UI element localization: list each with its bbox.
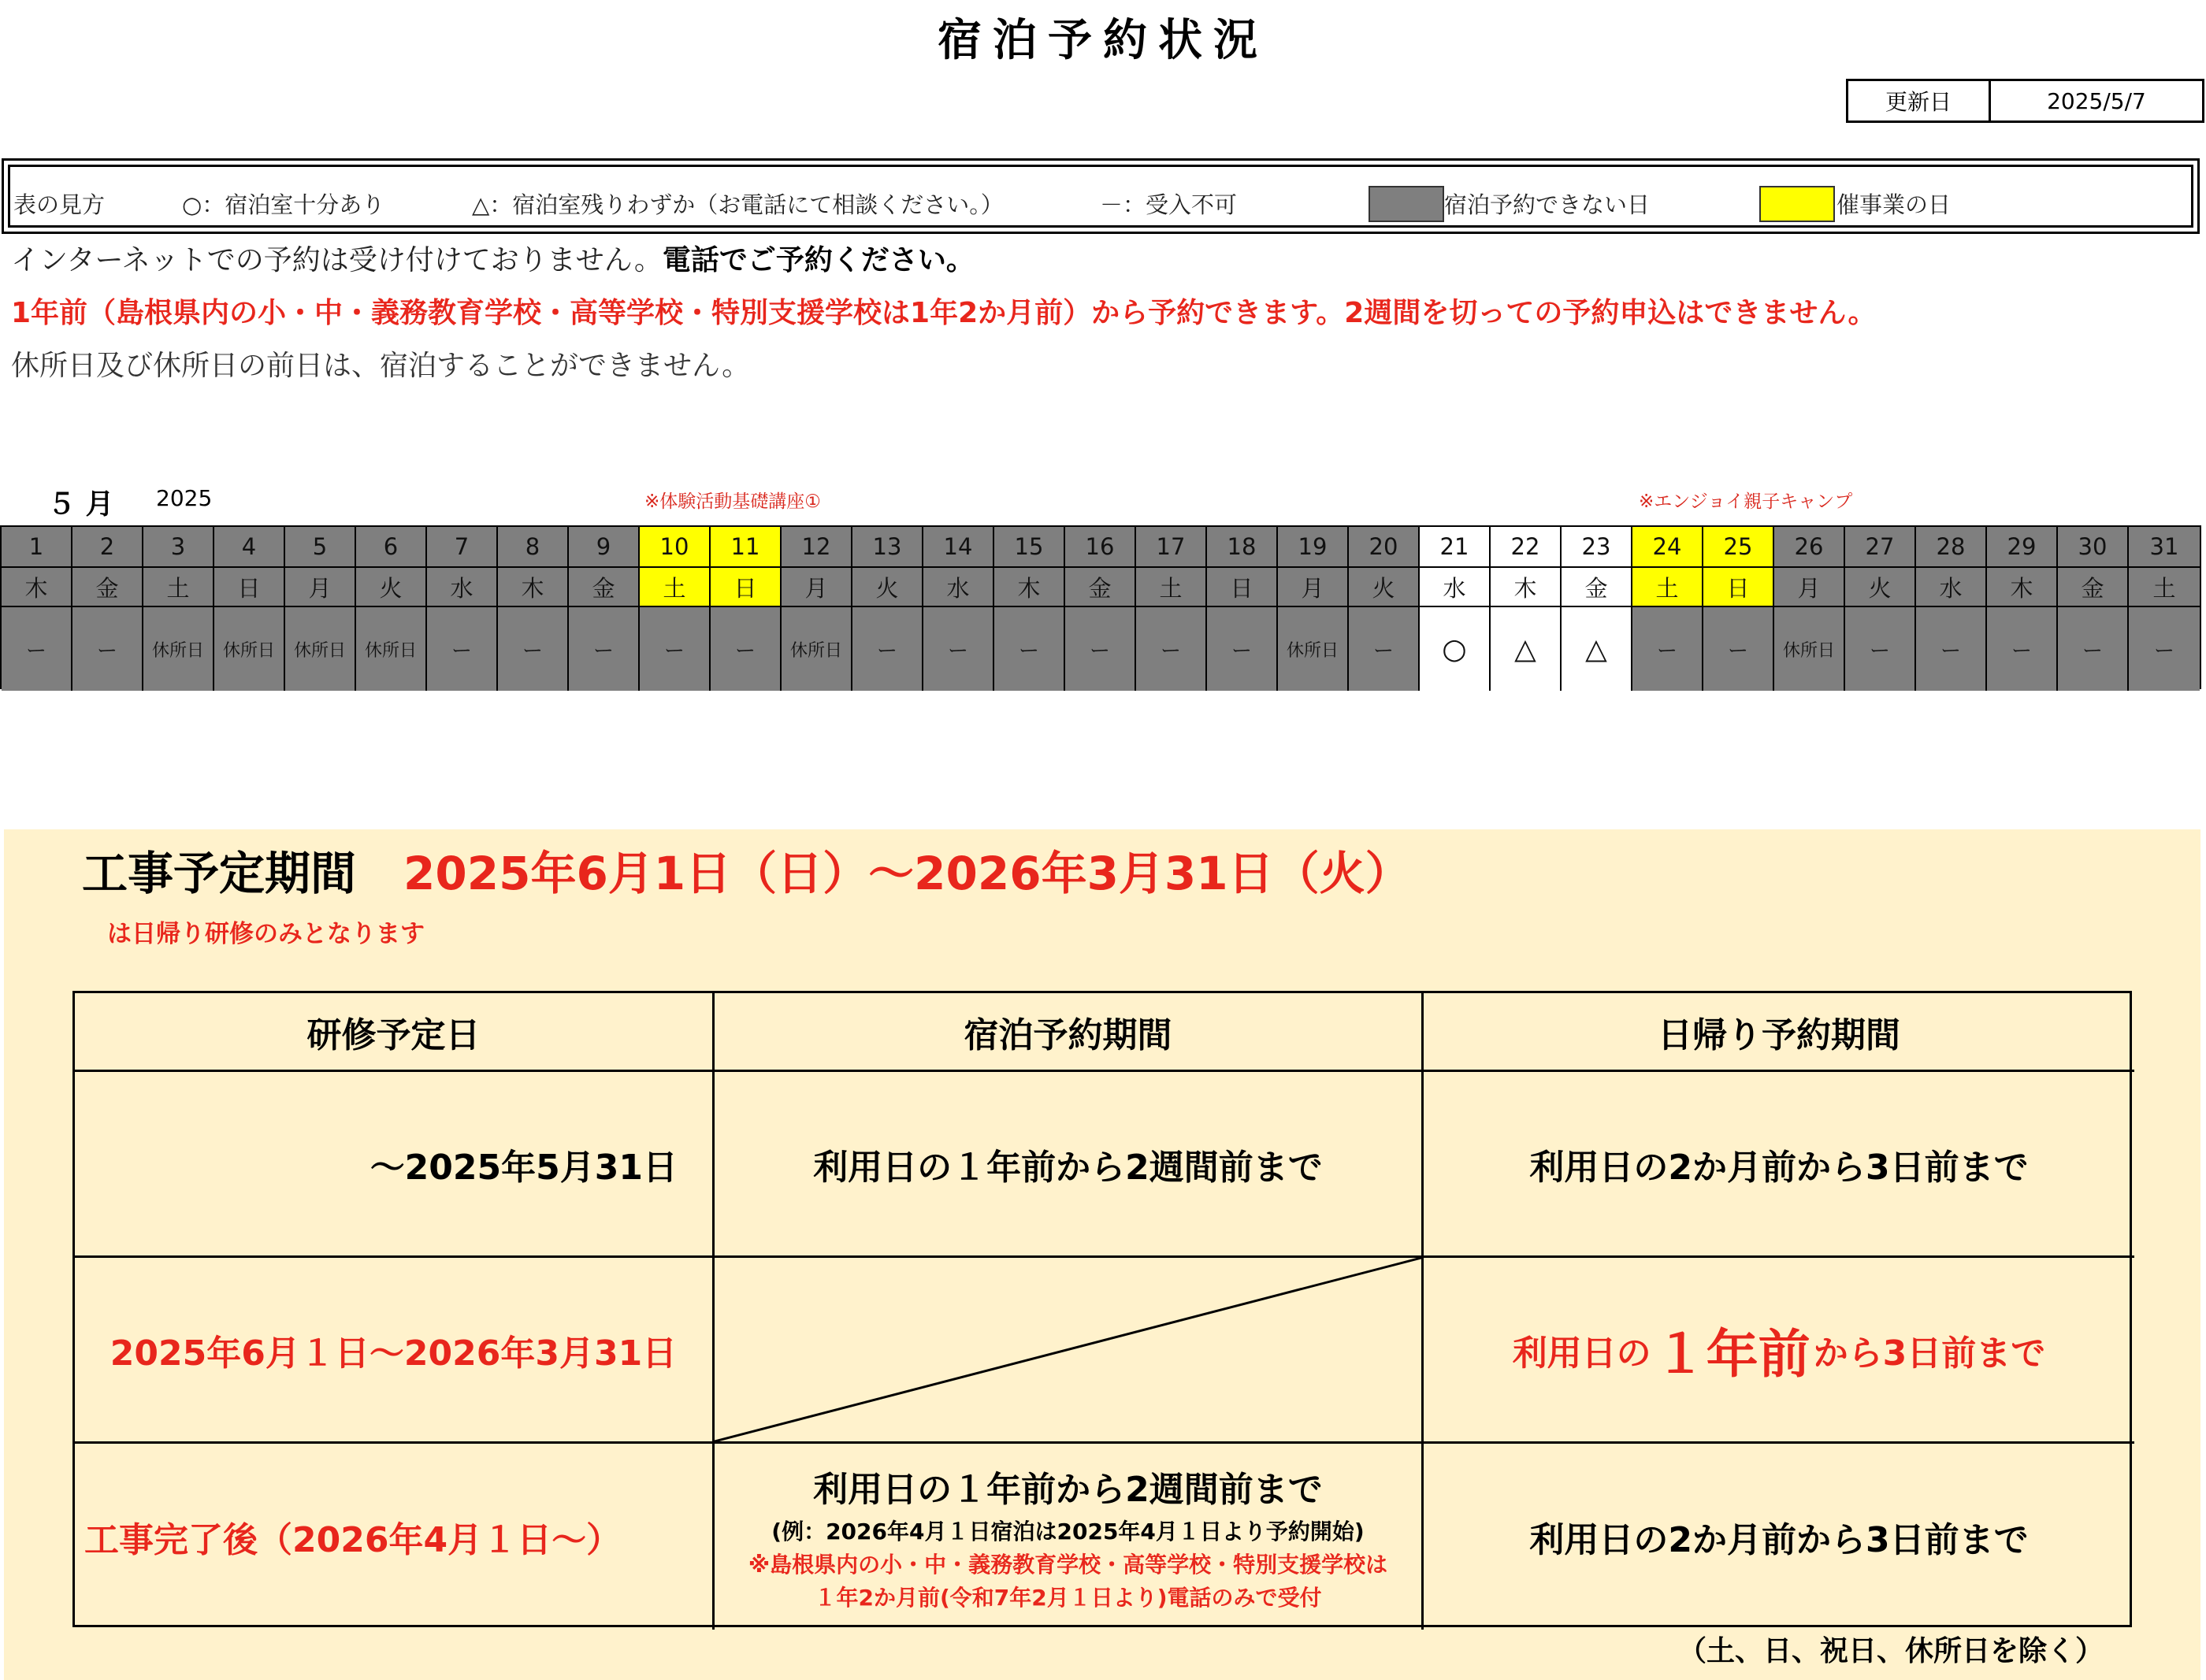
calendar-status-10: ー <box>640 607 711 691</box>
calendar-status-22: △ <box>1491 607 1562 691</box>
calendar-weekday-8: 木 <box>498 568 569 607</box>
notice-phone-text: 電話でご予約ください。 <box>662 244 975 276</box>
legend-unavailable-swatch <box>1369 186 1444 222</box>
calendar-date-27: 27 <box>1845 527 1916 568</box>
legend <box>2 158 2200 234</box>
calendar-weekday-31: 土 <box>2129 568 2200 607</box>
calendar-weekday-16: 金 <box>1065 568 1136 607</box>
legend-unavailable: 宿泊予約できない日 <box>1444 191 1651 218</box>
calendar-weekday-23: 金 <box>1562 568 1632 607</box>
calendar-weekday-30: 金 <box>2058 568 2129 607</box>
calendar-weekday-7: 水 <box>427 568 498 607</box>
calendar-status-27: ー <box>1845 607 1916 691</box>
calendar-date-3: 3 <box>143 527 214 568</box>
row2-day <box>1424 1258 2134 1444</box>
calendar-weekday-13: 火 <box>852 568 923 607</box>
calendar-date-12: 12 <box>782 527 852 568</box>
row2-day-big: １年前 <box>1654 1324 1810 1385</box>
row1-date: ～2025年5月31日 <box>75 1072 715 1258</box>
notice-closed-days: 休所日及び休所日の前日は、宿泊することができません。 <box>11 350 751 382</box>
calendar-date-31: 31 <box>2129 527 2200 568</box>
calendar-weekday-29: 木 <box>1987 568 2058 607</box>
construction-title <box>82 836 1411 903</box>
calendar-weekday-17: 土 <box>1136 568 1207 607</box>
calendar-status-6: 休所日 <box>356 607 427 691</box>
calendar-weekday-11: 日 <box>711 568 782 607</box>
calendar-status-14: ー <box>923 607 994 691</box>
calendar-status-11: ー <box>711 607 782 691</box>
construction-title-label: 工事予定期間 <box>82 847 357 900</box>
row3-stay-example: (例：2026年4月１日宿泊は2025年4月１日より予約開始) <box>771 1519 1365 1545</box>
header-stay-period: 宿泊予約期間 <box>715 993 1424 1072</box>
calendar-status-4: 休所日 <box>214 607 285 691</box>
calendar-weekday-5: 月 <box>285 568 356 607</box>
calendar-status-20: ー <box>1349 607 1420 691</box>
header-daytrip-period: 日帰り予約期間 <box>1424 993 2134 1072</box>
calendar-status-1: ー <box>2 607 72 691</box>
calendar-weekday-22: 木 <box>1491 568 1562 607</box>
legend-heading: 表の見方 <box>13 191 106 218</box>
calendar-date-14: 14 <box>923 527 994 568</box>
calendar-status-18: ー <box>1207 607 1278 691</box>
calendar-status-5: 休所日 <box>285 607 356 691</box>
construction-subtitle: は日帰り研修のみとなります <box>107 920 425 948</box>
header-training-date: 研修予定日 <box>75 993 715 1072</box>
calendar-weekday-18: 日 <box>1207 568 1278 607</box>
row3-date: 工事完了後（2026年4月１日～） <box>75 1444 715 1630</box>
calendar-date-16: 16 <box>1065 527 1136 568</box>
notice-reservation-window: 1年前（島根県内の小・中・義務教育学校・高等学校・特別支援学校は1年2か月前）から予約できます。2週間を切っての予約申込はできません。 <box>11 297 1877 329</box>
calendar-status-23: △ <box>1562 607 1632 691</box>
calendar-weekday-25: 日 <box>1703 568 1774 607</box>
legend-few: △：宿泊室残りわずか（お電話にて相談ください。） <box>472 191 1004 218</box>
calendar-status-8: ー <box>498 607 569 691</box>
calendar-date-8: 8 <box>498 527 569 568</box>
row3-stay-note-2: １年2か月前(令和7年2月１日より)電話のみで受付 <box>814 1585 1322 1611</box>
calendar-date-18: 18 <box>1207 527 1278 568</box>
calendar-status-30: ー <box>2058 607 2129 691</box>
calendar-status-24: ー <box>1632 607 1703 691</box>
event-note-family-camp: ※エンジョイ親子キャンプ <box>1639 491 1853 512</box>
row3-day: 利用日の2か月前から3日前まで <box>1529 1520 2029 1560</box>
calendar-status-9: ー <box>569 607 640 691</box>
page-title: 宿泊予約状況 <box>938 15 1268 66</box>
schedule-footnote: （土、日、祝日、休所日を除く） <box>1678 1635 2104 1667</box>
calendar-date-11: 11 <box>711 527 782 568</box>
calendar-date-23: 23 <box>1562 527 1632 568</box>
legend-event-swatch <box>1759 186 1835 222</box>
calendar-date-29: 29 <box>1987 527 2058 568</box>
calendar-date-6: 6 <box>356 527 427 568</box>
calendar-status-12: 休所日 <box>782 607 852 691</box>
event-note-basic-course: ※体験活動基礎講座① <box>644 491 821 512</box>
calendar-weekday-10: 土 <box>640 568 711 607</box>
calendar-status-3: 休所日 <box>143 607 214 691</box>
calendar-status-31: ー <box>2129 607 2200 691</box>
calendar-date-19: 19 <box>1278 527 1349 568</box>
notice-internet-text: インターネットでの予約は受け付けておりません。 <box>11 244 663 276</box>
row2-day-post: から3日前まで <box>1813 1333 2046 1374</box>
updated-date: 2025/5/7 <box>2047 87 2146 114</box>
legend-event: 催事業の日 <box>1836 191 1952 218</box>
row3-stay <box>715 1444 1424 1630</box>
availability-calendar <box>0 525 2201 689</box>
calendar-weekday-19: 月 <box>1278 568 1349 607</box>
calendar-weekday-3: 土 <box>143 568 214 607</box>
calendar-weekday-21: 水 <box>1420 568 1491 607</box>
calendar-status-19: 休所日 <box>1278 607 1349 691</box>
calendar-status-28: ー <box>1916 607 1987 691</box>
row2-day-pre: 利用日の <box>1512 1333 1651 1374</box>
calendar-date-9: 9 <box>569 527 640 568</box>
updated-label: 更新日 <box>1848 81 1991 121</box>
updated-date-box <box>1846 79 2204 123</box>
notice-internet <box>11 241 975 280</box>
row1-day: 利用日の2か月前から3日前まで <box>1424 1072 2134 1258</box>
calendar-date-22: 22 <box>1491 527 1562 568</box>
calendar-status-16: ー <box>1065 607 1136 691</box>
calendar-status-17: ー <box>1136 607 1207 691</box>
calendar-date-25: 25 <box>1703 527 1774 568</box>
calendar-date-28: 28 <box>1916 527 1987 568</box>
calendar-year: 2025 <box>156 485 213 511</box>
construction-period: 2025年6月1日（日）～2026年3月31日（火） <box>403 847 1411 900</box>
calendar-month: ５ 月 <box>47 488 114 521</box>
row2-stay-na <box>715 1258 1424 1444</box>
calendar-status-15: ー <box>994 607 1065 691</box>
calendar-weekday-20: 火 <box>1349 568 1420 607</box>
calendar-weekday-28: 水 <box>1916 568 1987 607</box>
calendar-weekday-24: 土 <box>1632 568 1703 607</box>
calendar-weekday-4: 日 <box>214 568 285 607</box>
calendar-weekday-15: 木 <box>994 568 1065 607</box>
reservation-schedule-table <box>72 991 2132 1627</box>
calendar-date-13: 13 <box>852 527 923 568</box>
row3-stay-main: 利用日の１年前から2週間前まで <box>813 1470 1323 1510</box>
calendar-date-1: 1 <box>2 527 72 568</box>
calendar-date-17: 17 <box>1136 527 1207 568</box>
calendar-date-21: 21 <box>1420 527 1491 568</box>
calendar-date-24: 24 <box>1632 527 1703 568</box>
calendar-weekday-1: 木 <box>2 568 72 607</box>
calendar-date-20: 20 <box>1349 527 1420 568</box>
calendar-status-13: ー <box>852 607 923 691</box>
calendar-date-5: 5 <box>285 527 356 568</box>
calendar-date-30: 30 <box>2058 527 2129 568</box>
calendar-weekday-2: 金 <box>72 568 143 607</box>
row1-stay: 利用日の１年前から2週間前まで <box>715 1072 1424 1258</box>
legend-closed: －：受入不可 <box>1100 191 1238 218</box>
calendar-date-15: 15 <box>994 527 1065 568</box>
calendar-weekday-14: 水 <box>923 568 994 607</box>
calendar-status-29: ー <box>1987 607 2058 691</box>
calendar-weekday-12: 月 <box>782 568 852 607</box>
calendar-status-21: ○ <box>1420 607 1491 691</box>
calendar-status-7: ー <box>427 607 498 691</box>
calendar-weekday-6: 火 <box>356 568 427 607</box>
calendar-weekday-27: 火 <box>1845 568 1916 607</box>
calendar-date-26: 26 <box>1774 527 1845 568</box>
row3-stay-note-1: ※島根県内の小・中・義務教育学校・高等学校・特別支援学校は <box>748 1552 1388 1578</box>
calendar-date-7: 7 <box>427 527 498 568</box>
legend-open: ○：宿泊室十分あり <box>182 191 385 218</box>
calendar-date-4: 4 <box>214 527 285 568</box>
diagonal-line <box>715 1258 1421 1441</box>
calendar-date-10: 10 <box>640 527 711 568</box>
row2-date: 2025年6月１日～2026年3月31日 <box>75 1258 715 1444</box>
calendar-status-2: ー <box>72 607 143 691</box>
calendar-status-25: ー <box>1703 607 1774 691</box>
calendar-weekday-9: 金 <box>569 568 640 607</box>
calendar-status-26: 休所日 <box>1774 607 1845 691</box>
calendar-weekday-26: 月 <box>1774 568 1845 607</box>
calendar-date-2: 2 <box>72 527 143 568</box>
